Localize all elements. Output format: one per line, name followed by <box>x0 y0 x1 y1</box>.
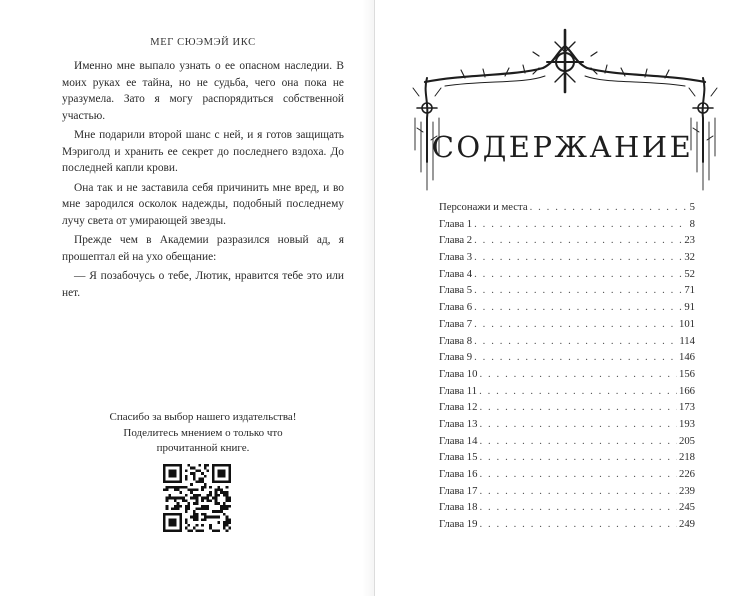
paragraph: — Я позабочусь о тебе, Лютик, нравится тебе это или нет. <box>62 270 344 299</box>
toc-entry[interactable] <box>439 351 695 368</box>
toc-entry-label: Глава 8 <box>439 334 473 347</box>
toc-entry[interactable] <box>439 518 695 535</box>
toc-entry-page: 166 <box>678 384 695 397</box>
toc-entry-label: Глава 15 <box>439 451 478 464</box>
paragraph: Именно мне выпало узнать о ее опасном наследии. В моих руках ее тайна, но не судьба, чего она пока не уразумела. Зато я могу распорядиться собственной участью. <box>62 60 344 122</box>
toc-leader-dots <box>479 368 677 380</box>
toc-entry[interactable] <box>439 251 695 268</box>
qr-code-icon[interactable] <box>163 464 231 532</box>
toc-entry-label: Глава 19 <box>439 518 478 531</box>
toc-entry[interactable] <box>439 385 695 402</box>
toc-entry[interactable] <box>439 368 695 385</box>
toc-entry[interactable] <box>439 501 695 518</box>
toc-entry-page: 193 <box>678 417 695 430</box>
table-of-contents <box>439 201 695 535</box>
toc-entry-page: 8 <box>689 217 695 230</box>
toc-entry-page: 226 <box>678 468 695 480</box>
toc-entry-page: 114 <box>679 334 695 347</box>
toc-entry-label: Глава 4 <box>439 267 473 280</box>
toc-entry-page: 91 <box>684 301 695 314</box>
gutter-shadow <box>362 0 374 596</box>
toc-entry-page: 173 <box>678 401 695 414</box>
toc-leader-dots <box>479 518 677 530</box>
toc-leader-dots <box>474 284 682 296</box>
toc-entry-page: 156 <box>678 367 695 380</box>
toc-entry-label: Глава 7 <box>439 317 473 330</box>
toc-entry[interactable] <box>439 335 695 352</box>
toc-leader-dots <box>479 401 677 413</box>
toc-entry-label: Глава 1 <box>439 217 473 230</box>
toc-entry-label: Глава 12 <box>439 401 478 414</box>
toc-entry-label: Глава 9 <box>439 351 473 364</box>
toc-entry-page: 239 <box>678 484 695 497</box>
toc-leader-dots <box>474 251 682 263</box>
toc-entry-page: 101 <box>678 317 695 330</box>
toc-entry-label: Глава 16 <box>439 468 478 480</box>
toc-entry-label: Глава 5 <box>439 284 473 297</box>
toc-entry[interactable] <box>439 485 695 502</box>
right-page <box>375 0 750 596</box>
toc-entry-label: Глава 18 <box>439 501 478 514</box>
toc-entry[interactable] <box>439 234 695 251</box>
toc-entry[interactable] <box>439 318 695 335</box>
paragraph: Прежде чем в Академии разразился новый ад, я прошептал ей на ухо обещание: <box>62 234 344 263</box>
toc-entry-label: Глава 13 <box>439 417 478 430</box>
toc-leader-dots <box>474 335 677 347</box>
toc-entry[interactable] <box>439 418 695 435</box>
body-text <box>62 58 344 304</box>
toc-title: СОДЕРЖАНИЕ <box>431 130 694 164</box>
thanks-line: Поделитесь мнением о только что <box>123 426 283 439</box>
toc-leader-dots <box>474 234 682 246</box>
paragraph: Она так и не заставила себя причинить мне вред, и во мне зародился осколок надежды, подобный последнему лучу света от умирающей звезды. <box>62 181 344 227</box>
thanks-line: прочитанной книге. <box>156 442 250 454</box>
toc-leader-dots <box>479 418 677 430</box>
toc-entry-page: 23 <box>684 234 695 247</box>
toc-leader-dots <box>479 385 677 397</box>
thorn-ornament-icon <box>405 22 725 192</box>
toc-entry[interactable] <box>439 468 695 485</box>
toc-entry[interactable] <box>439 201 695 218</box>
toc-leader-dots <box>479 435 677 447</box>
toc-leader-dots <box>479 485 677 497</box>
toc-entry[interactable] <box>439 218 695 235</box>
thanks-line: Спасибо за выбор нашего издательства! <box>109 411 297 423</box>
toc-entry-label: Глава 3 <box>439 251 473 264</box>
toc-entry-page: 218 <box>678 451 695 464</box>
toc-entry-page: 245 <box>678 501 695 514</box>
publisher-thanks <box>62 410 344 457</box>
toc-entry[interactable] <box>439 435 695 452</box>
running-head: МЕГ СЮЭМЭЙ ИКС <box>150 37 256 48</box>
toc-leader-dots <box>479 468 677 480</box>
toc-entry-page: 71 <box>684 284 695 297</box>
toc-entry[interactable] <box>439 301 695 318</box>
toc-leader-dots <box>479 451 677 463</box>
toc-entry-label: Персонажи и места <box>439 201 528 213</box>
toc-leader-dots <box>474 301 682 313</box>
toc-entry-label: Глава 14 <box>439 434 478 447</box>
toc-entry-page: 205 <box>678 434 695 447</box>
toc-entry-label: Глава 17 <box>439 484 478 497</box>
toc-entry-label: Глава 11 <box>439 384 478 397</box>
toc-entry[interactable] <box>439 401 695 418</box>
toc-entry-page: 52 <box>684 267 695 280</box>
toc-entry-page: 5 <box>689 201 695 213</box>
toc-entry-label: Глава 2 <box>439 234 473 247</box>
toc-entry[interactable] <box>439 284 695 301</box>
toc-entry-page: 146 <box>678 351 695 364</box>
toc-leader-dots <box>474 218 688 230</box>
toc-entry-page: 249 <box>678 518 695 531</box>
toc-entry[interactable] <box>439 268 695 285</box>
paragraph: Мне подарили второй шанс с ней, и я готов защищать Мэриголд и хранить ее секрет до последнего вздоха. До последней капли крови. <box>62 129 344 174</box>
toc-entry-label: Глава 10 <box>439 367 478 380</box>
toc-leader-dots <box>474 318 677 330</box>
toc-leader-dots <box>474 351 677 363</box>
toc-entry[interactable] <box>439 451 695 468</box>
toc-leader-dots <box>479 501 677 513</box>
toc-leader-dots <box>530 201 688 213</box>
toc-entry-page: 32 <box>684 251 695 264</box>
toc-leader-dots <box>474 268 682 280</box>
toc-entry-label: Глава 6 <box>439 301 473 314</box>
